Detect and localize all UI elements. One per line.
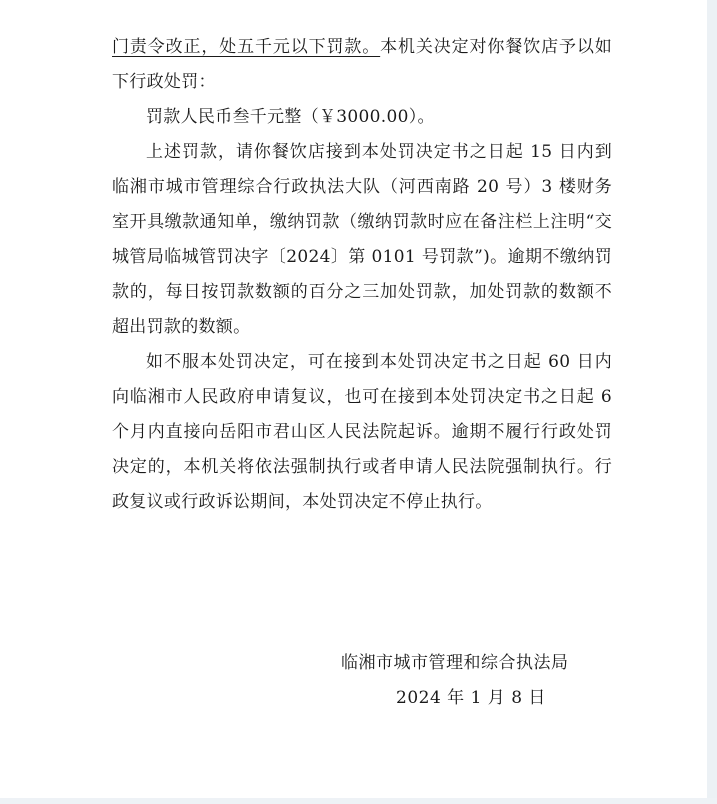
penalty-paragraph: 罚款人民币叁千元整（￥3000.00）。 bbox=[146, 107, 435, 127]
issue-date: 2024 年 1 月 8 日 bbox=[396, 688, 546, 708]
payment-paragraph: 上述罚款，请你餐饮店接到本处罚决定书之日起 15 日内到临湘市城市管理综合行政执法大队（河西南路 20 号）3 楼财务室开具缴款通知单，缴纳罚款（缴纳罚款时应在备注栏上注明“交城管局临城管罚决字〔2024〕第 0101 号罚款”)。逾期不缴纳罚款的，每日按罚款数额的百分之三加处罚款，加处罚款的数额不超出罚款的数额。 bbox=[112, 142, 612, 337]
underlined-text: 门责令改正，处五千元以下罚款。 bbox=[112, 37, 381, 57]
page-bottom-edge bbox=[0, 798, 717, 804]
continuation-text: 本机关决定对你餐饮店予以如下行政处罚： bbox=[112, 37, 613, 92]
appeal-paragraph: 如不服本处罚决定，可在接到本处罚决定书之日起 60 日内向临湘市人民政府申请复议，也可在接到本处罚决定书之日起 6 个月内直接向岳阳市君山区人民法院起诉。逾期不履行行政处罚决定的，本机关将依法强制执行或者申请人民法院强制执行。行政复议或行政诉讼期间，本处罚决定不停止执行。 bbox=[112, 352, 612, 512]
page-edge-shadow bbox=[707, 0, 717, 804]
document-body bbox=[112, 30, 612, 520]
continuation-paragraph bbox=[112, 30, 612, 100]
issuing-authority: 临湘市城市管理和综合执法局 bbox=[341, 653, 569, 673]
